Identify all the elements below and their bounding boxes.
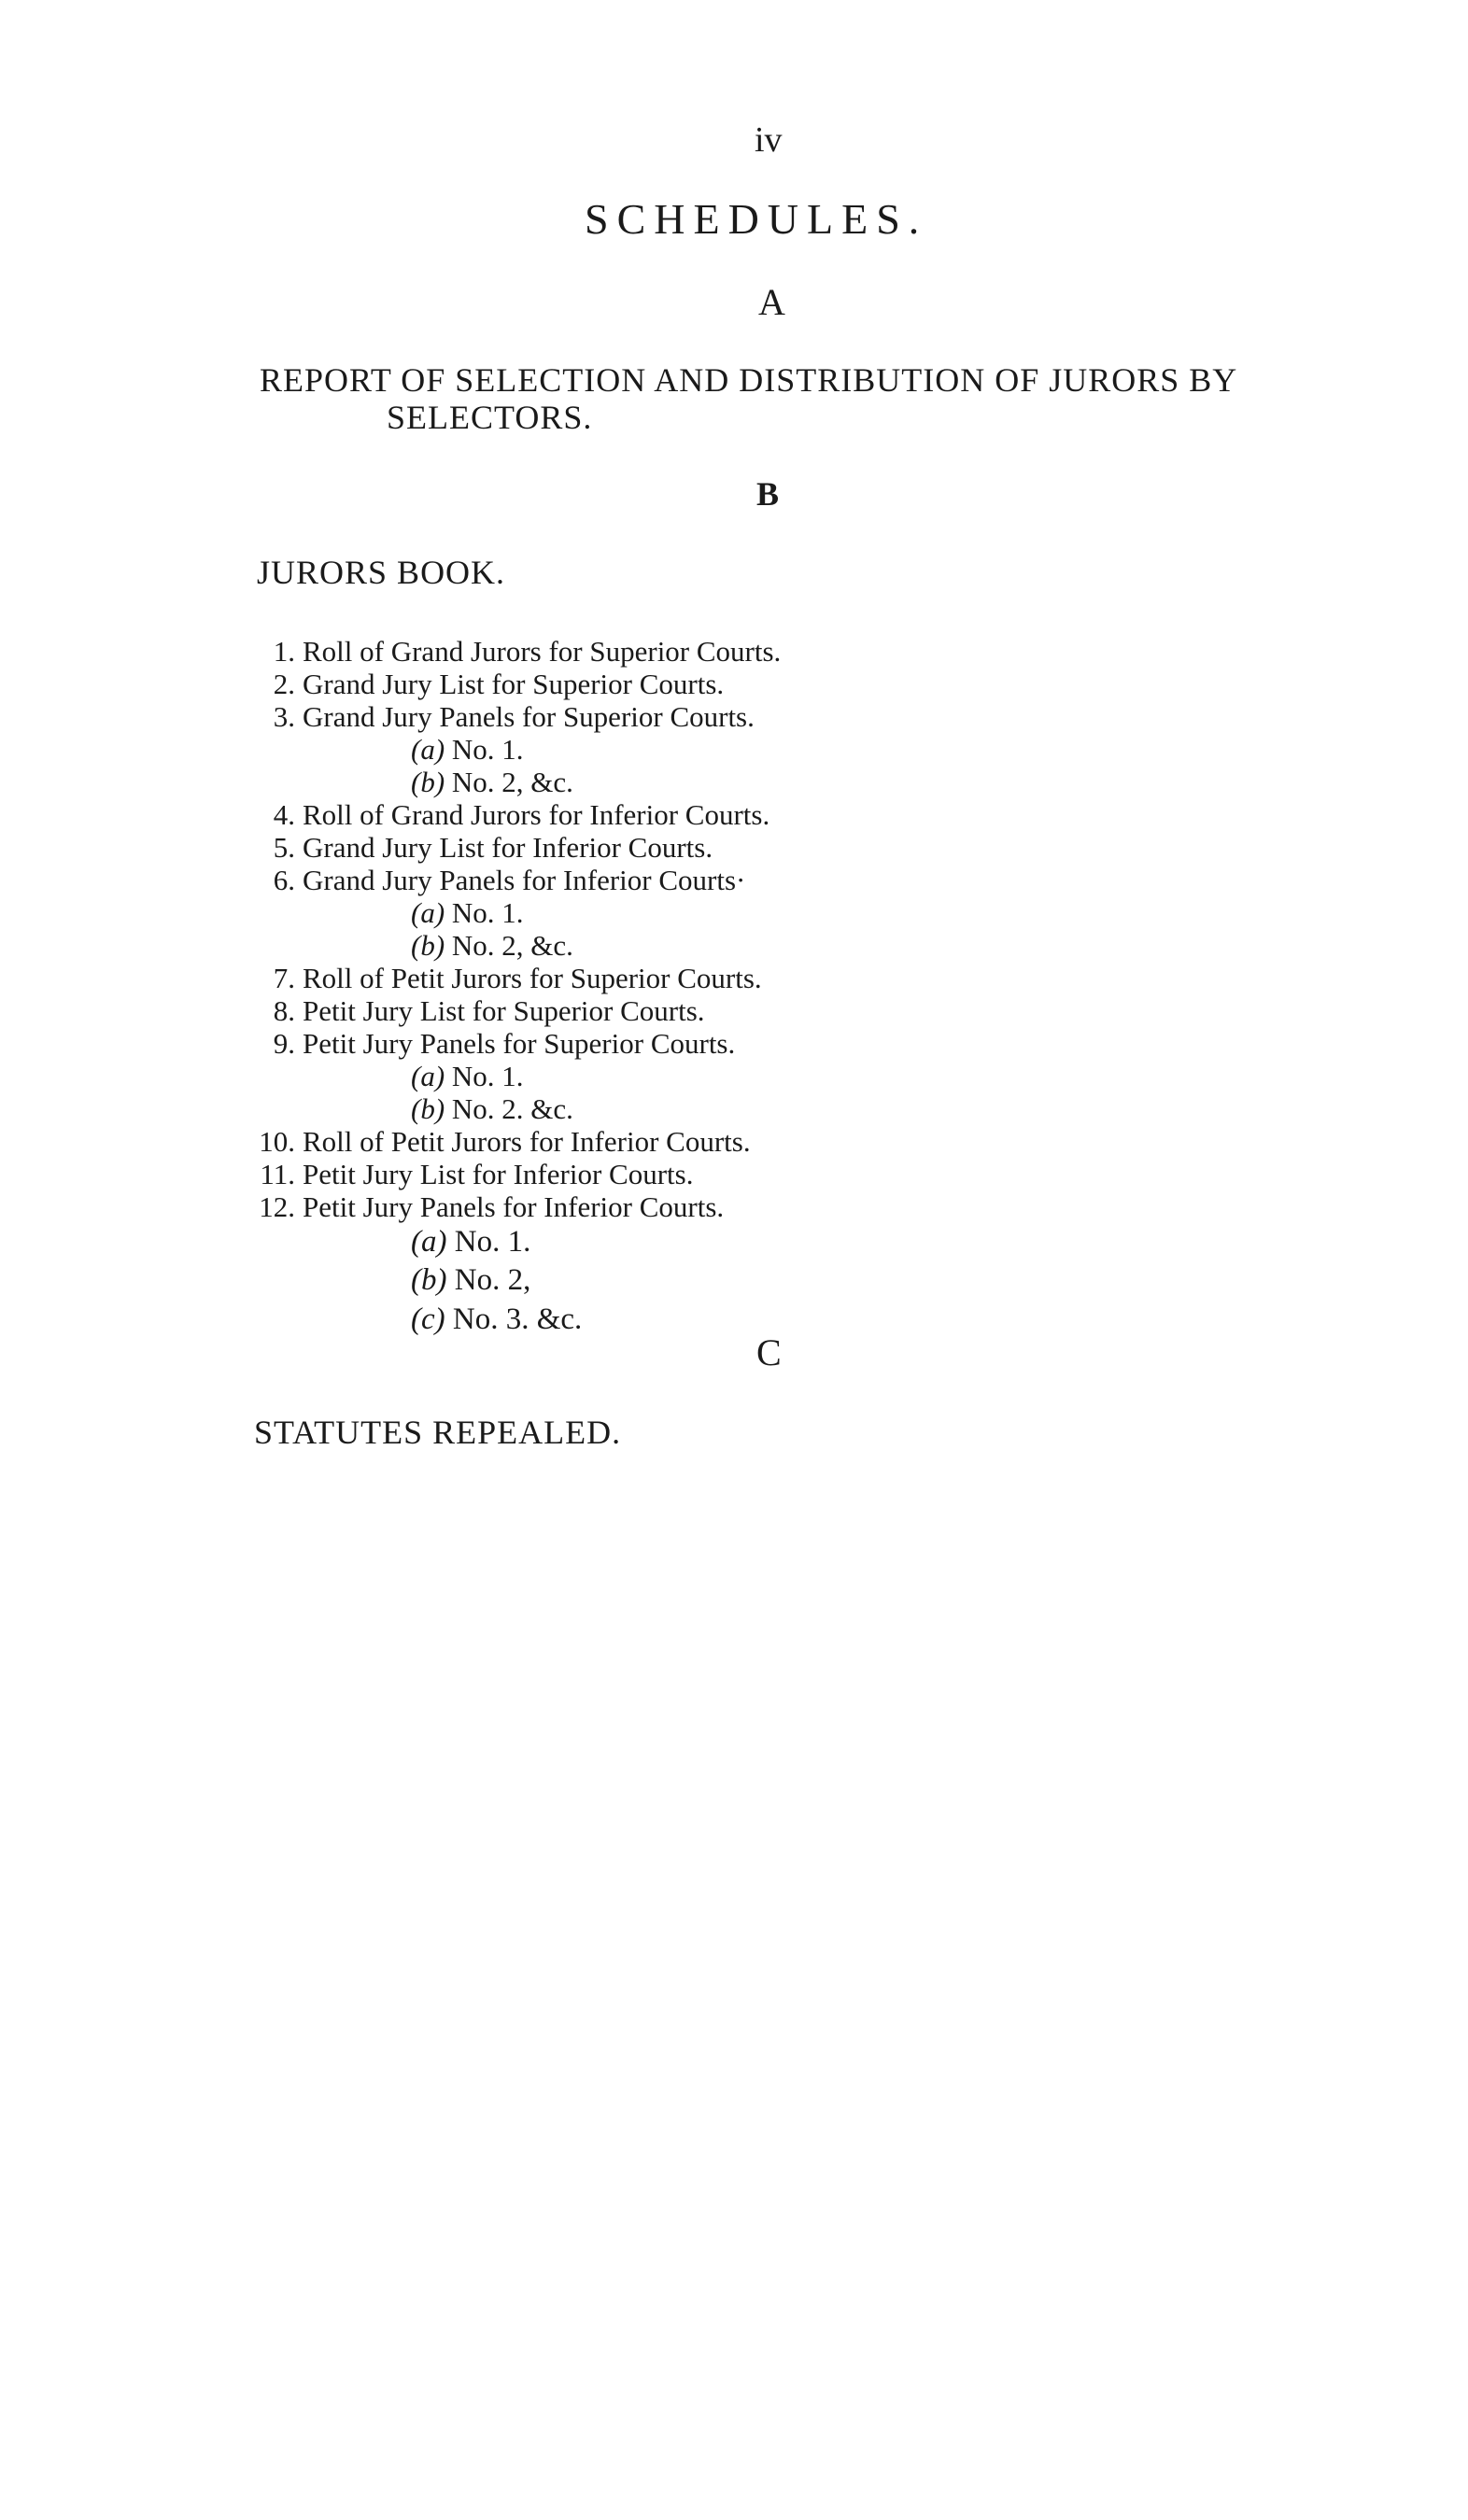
schedule-b-heading: JURORS BOOK.: [257, 554, 506, 591]
page-number: iv: [755, 120, 783, 160]
sub-item-letter: (c): [411, 1302, 445, 1336]
list-item: [222, 1125, 751, 1158]
sub-item-text: No. 1.: [454, 1225, 531, 1259]
schedule-a-heading-line1: REPORT OF SELECTION AND DISTRIBUTION OF JURORS BY: [260, 361, 1238, 399]
sub-item-letter: (b): [411, 1263, 447, 1297]
item-number: 7.: [273, 962, 295, 994]
sub-item: [411, 1303, 582, 1336]
sub-item-text: No. 3. &c.: [452, 1302, 583, 1336]
item-number: 12.: [259, 1190, 295, 1223]
item-number: 4.: [273, 798, 295, 831]
item-number: 8.: [273, 994, 295, 1027]
list-item: [222, 668, 724, 700]
item-text: Grand Jury List for Superior Courts.: [303, 668, 725, 700]
list-item: [222, 1027, 735, 1060]
sub-item: [411, 1092, 573, 1125]
item-text: Roll of Grand Jurors for Superior Courts.: [303, 635, 782, 668]
sub-item: [411, 1060, 524, 1092]
item-number: 6.: [273, 864, 295, 896]
list-item: [222, 1190, 724, 1223]
schedule-c-letter: C: [756, 1331, 782, 1373]
item-text: Petit Jury Panels for Superior Courts.: [303, 1027, 736, 1060]
item-text: Grand Jury Panels for Superior Courts.: [303, 700, 755, 733]
item-number: 2.: [273, 668, 295, 700]
sub-item-text: No. 2, &c.: [451, 766, 573, 798]
sub-item: [411, 929, 573, 962]
item-text: Petit Jury List for Inferior Courts.: [303, 1158, 694, 1190]
item-text: Petit Jury List for Superior Courts.: [303, 994, 705, 1027]
sub-item: [411, 733, 524, 766]
sub-item: [411, 1264, 530, 1297]
sub-item-letter: (b): [411, 766, 445, 798]
item-number: 5.: [273, 831, 295, 864]
sub-item-letter: (b): [411, 1092, 445, 1125]
item-number: 11.: [260, 1158, 295, 1190]
item-text: Roll of Petit Jurors for Superior Courts.: [303, 962, 762, 994]
sub-item-letter: (b): [411, 929, 445, 962]
list-item: [222, 962, 762, 994]
list-item: [222, 700, 755, 733]
list-item: [222, 1158, 693, 1190]
sub-item-text: No. 2, &c.: [451, 929, 573, 962]
sub-item-text: No. 1.: [451, 896, 524, 929]
sub-item: [411, 896, 524, 929]
sub-item-text: No. 2. &c.: [451, 1092, 573, 1125]
page-title: SCHEDULES.: [585, 195, 928, 243]
sub-item-letter: (a): [411, 733, 445, 766]
item-text: Roll of Grand Jurors for Inferior Courts.: [303, 798, 770, 831]
sub-item-text: No. 1.: [451, 733, 524, 766]
schedule-a-letter: A: [758, 281, 785, 323]
list-item: [222, 864, 745, 896]
sub-item-text: No. 2,: [454, 1263, 531, 1297]
item-text: Roll of Petit Jurors for Inferior Courts.: [303, 1125, 751, 1158]
sub-item-letter: (a): [411, 1225, 447, 1259]
schedule-b-letter: B: [756, 475, 780, 513]
item-number: 3.: [273, 700, 295, 733]
item-number: 10.: [259, 1125, 295, 1158]
list-item: [222, 994, 705, 1027]
sub-item-text: No. 1.: [451, 1060, 524, 1092]
item-text: Grand Jury Panels for Inferior Courts·: [303, 864, 746, 896]
schedule-c-heading: STATUTES REPEALED.: [254, 1414, 622, 1451]
sub-item-letter: (a): [411, 1060, 445, 1092]
schedule-a-heading-line2: SELECTORS.: [387, 399, 593, 436]
sub-item: [411, 766, 573, 798]
list-item: [222, 831, 713, 864]
item-number: 9.: [273, 1027, 295, 1060]
list-item: [222, 798, 769, 831]
list-item: [222, 635, 781, 668]
item-text: Grand Jury List for Inferior Courts.: [303, 831, 713, 864]
item-number: 1.: [273, 635, 295, 668]
item-text: Petit Jury Panels for Inferior Courts.: [303, 1190, 725, 1223]
sub-item: [411, 1226, 530, 1259]
sub-item-letter: (a): [411, 896, 445, 929]
